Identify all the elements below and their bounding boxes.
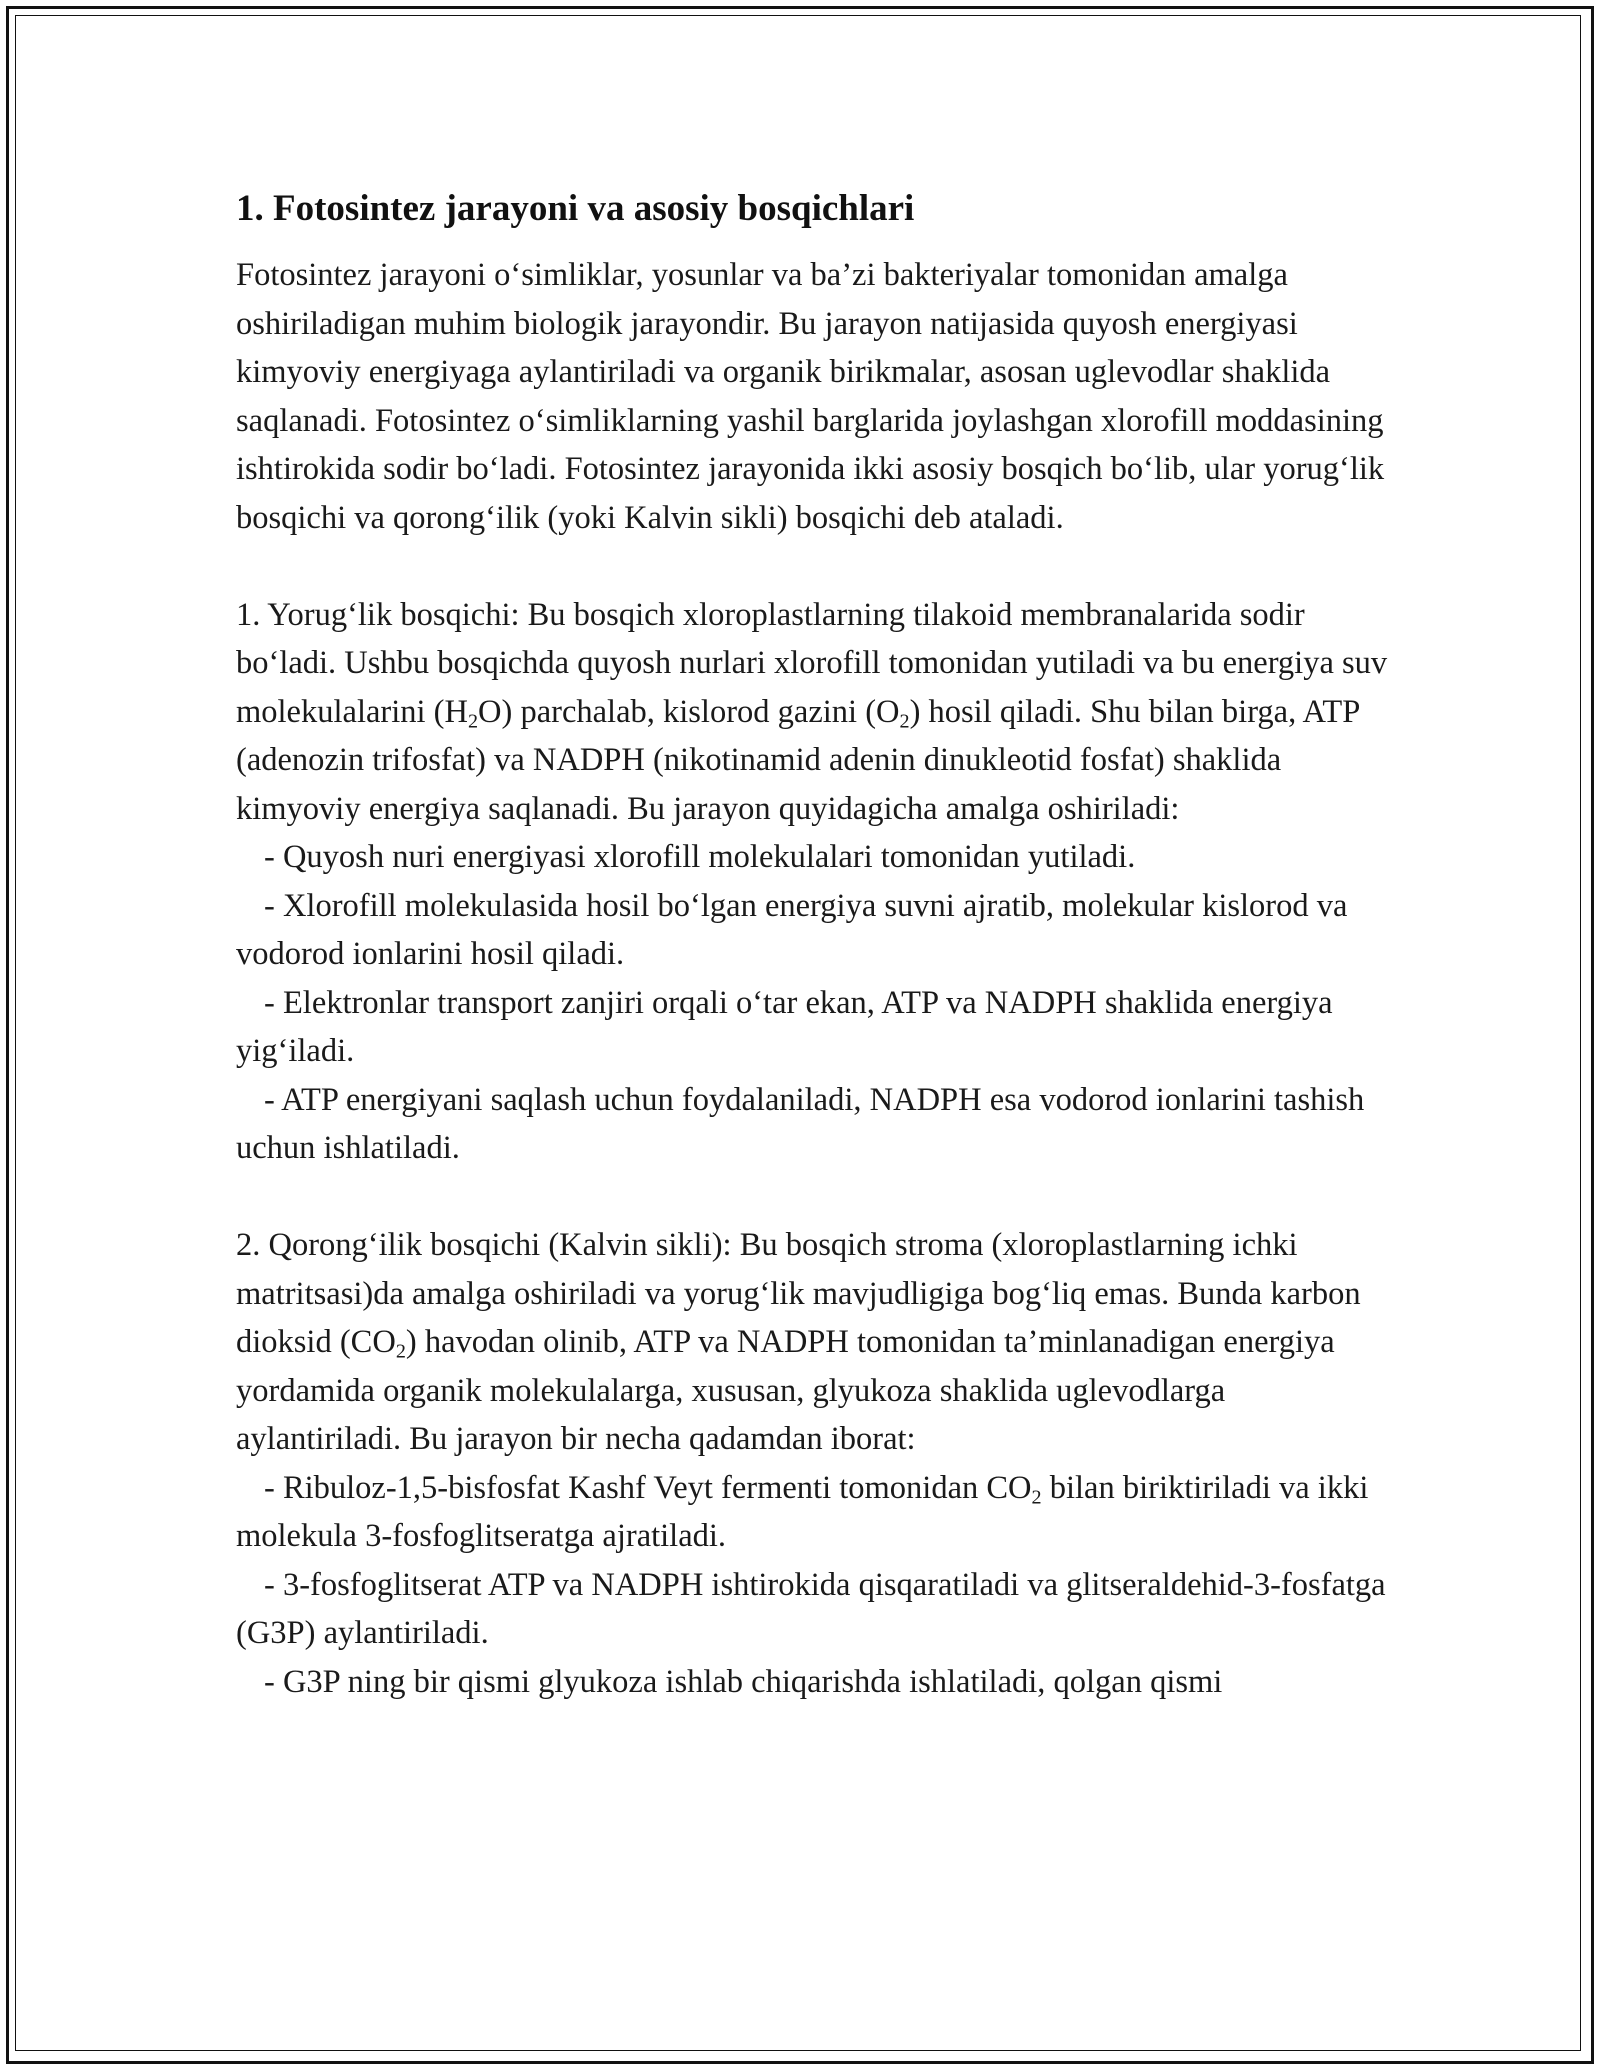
- stage1-bullet-1: - Quyosh nuri energiyasi xlorofill molekulalari tomonidan yutiladi.: [264, 839, 1136, 875]
- stage1-text-1: 1. Yorug‘lik bosqichi: Bu bosqich xloroplastlarning tilakoid membranalarida sodir bo‘ladi. Ushbu bosqichda quyosh nurlari xlorofill tomonidan yutiladi va bu energiya suv molekulalarini (H: [236, 596, 1388, 730]
- stage1-text-3: ) hosil qiladi. Shu bilan birga, ATP (adenozin trifosfat) va NADPH (nikotinamid adenin dinukleotid fosfat) shaklida kimyoviy energiya saqlanadi. Bu jarayon quyidagicha amalga oshiriladi:: [236, 693, 1360, 827]
- stage2-bullet-3: - G3P ning bir qismi glyukoza ishlab chiqarishda ishlatiladi, qolgan qismi: [264, 1663, 1223, 1700]
- paragraph-gap: [236, 1173, 1396, 1222]
- stage2-text-2: ) havodan olinib, ATP va NADPH tomonidan ta’minlanadigan energiya yordamida organik molekulalarga, xususan, glyukoza shaklida uglevodlarga aylantiriladi. Bu jarayon bir necha qadamdan iborat:: [236, 1324, 1335, 1457]
- intro-paragraph: Fotosintez jarayoni o‘simliklar, yosunlar va ba’zi bakteriyalar tomonidan amalga oshiriladigan muhim biologik jarayondir. Bu jarayon natijasida quyosh energiyasi kimyoviy energiyaga aylantiriladi va organik birikmalar, asosan uglevodlar shaklida saqlanadi. Fotosintez o‘simliklarning yashil barglarida joylashgan xlorofill moddasining ishtirokida sodir bo‘ladi. Fotosintez jarayonida ikki asosiy bosqich bo‘lib, ular yorug‘lik bosqichi va qorong‘ilik (yoki Kalvin sikli) bosqichi deb ataladi.: [236, 257, 1385, 536]
- stage1-bullet-3: - Elektronlar transport zanjiri orqali o‘tar ekan, ATP va NADPH shaklida energiya yig‘iladi.: [236, 984, 1333, 1069]
- stage2-paragraph: [236, 1221, 1396, 1464]
- stage1-bullet-4: - ATP energiyani saqlash uchun foydalaniladi, NADPH esa vodorod ionlarini tashish uchun ishlatiladi.: [236, 1081, 1365, 1166]
- stage1-subscript-o2: 2: [899, 710, 910, 733]
- stage1-subscript-h2o: 2: [467, 710, 479, 733]
- paragraph-gap: [236, 542, 1396, 591]
- stage1-text-2: O) parchalab, kislorod gazini (O: [478, 693, 900, 730]
- stage2-bullet-1: [236, 1464, 1396, 1561]
- stage2-text-1: 2. Qorong‘ilik bosqichi (Kalvin sikli): Bu bosqich stroma (xloroplastlarning ichki matritsasi)da amalga oshiriladi va yorug‘lik mavjudligiga bog‘liq emas. Bunda karbon dioksid (CO: [236, 1227, 1361, 1360]
- document-body: [236, 185, 1396, 1706]
- stage1-paragraph: [236, 591, 1396, 834]
- stage2-bullet-2: - 3-fosfoglitserat ATP va NADPH ishtirokida qisqaratiladi va glitseraldehid-3-fosfatga (G3P) aylantiriladi.: [236, 1566, 1386, 1651]
- stage2-bullet-1-text-b: bilan biriktiriladi va ikki molekula 3-fosfoglitseratga ajratiladi.: [236, 1469, 1369, 1554]
- stage2-subscript-co2: 2: [395, 1340, 406, 1363]
- stage2-bullet-1-subscript: 2: [1031, 1486, 1042, 1509]
- stage1-bullet-2: - Xlorofill molekulasida hosil bo‘lgan energiya suvni ajratib, molekular kislorod va vodorod ionlarini hosil qiladi.: [236, 887, 1348, 972]
- section-heading: 1. Fotosintez jarayoni va asosiy bosqichlari: [236, 188, 915, 229]
- stage2-bullet-1-text-a: - Ribuloz-1,5-bisfosfat Kashf Veyt fermenti tomonidan CO: [264, 1469, 1032, 1506]
